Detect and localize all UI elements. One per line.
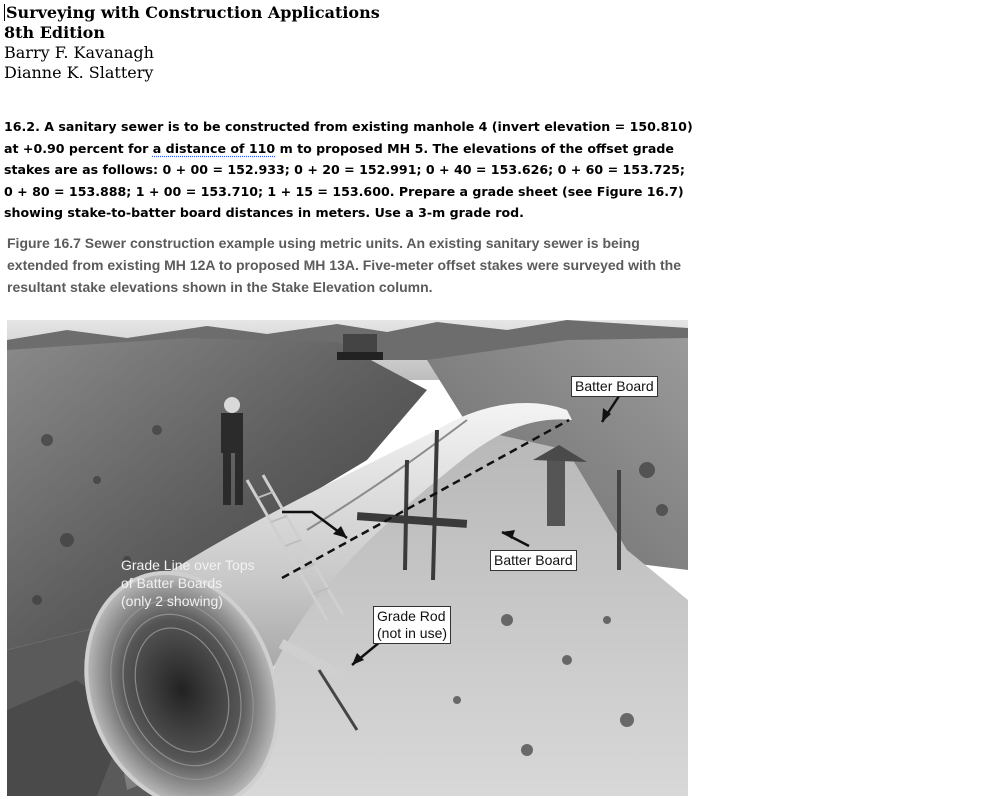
problem-text-1: 16.2. A sanitary sewer is to be constructed from existing manhole 4 (invert elevation = 150.810) at +0.90 percent for xyxy=(4,119,693,156)
spellcheck-underlined-text[interactable]: a distance of 110 xyxy=(152,140,276,156)
sewer-construction-photo xyxy=(7,320,688,796)
grade-line-label xyxy=(121,556,255,610)
book-title: Surveying with Construction Applications xyxy=(6,3,380,22)
grade-line-label-line-1: Grade Line over Tops xyxy=(121,557,255,573)
text-cursor xyxy=(4,4,5,21)
grade-line-label-line-2: of Batter Boards xyxy=(121,575,223,591)
batter-board-label-top: Batter Board xyxy=(571,376,658,397)
book-header xyxy=(4,3,380,83)
batter-board-label-mid: Batter Board xyxy=(490,550,577,571)
grade-rod-label xyxy=(373,606,451,644)
grade-rod-label-line-2: (not in use) xyxy=(377,625,448,641)
problem-statement xyxy=(4,116,694,224)
grade-rod-label-line-1: Grade Rod xyxy=(377,608,446,624)
book-edition: 8th Edition xyxy=(4,23,105,42)
problem-text-2: m to proposed MH 5. The elevations of the offset grade stakes are as follows: 0 + 00 = 152.933; 0 + 20 = 152.991; 0 + 40 = 153.626; 0 + 60 = 153.725; 0 + 80 = 153.888; 1 + 00 = 153.710; 1 + 15 = 153.600. Prepare a grade sheet (see Figure 16.7) showing stake-to-batter board distances in meters. Use a 3-m grade rod. xyxy=(4,140,685,220)
author-1: Barry F. Kavanagh xyxy=(4,43,154,62)
figure-caption: Figure 16.7 Sewer construction example using metric units. An existing sanitary sewer is being extended from existing MH 12A to proposed MH 13A. Five-meter offset stakes were surveyed with the resultant stake elevations shown in the Stake Elevation column. xyxy=(7,235,681,295)
grade-line-label-line-3: (only 2 showing) xyxy=(121,593,223,609)
author-2: Dianne K. Slattery xyxy=(4,63,154,82)
